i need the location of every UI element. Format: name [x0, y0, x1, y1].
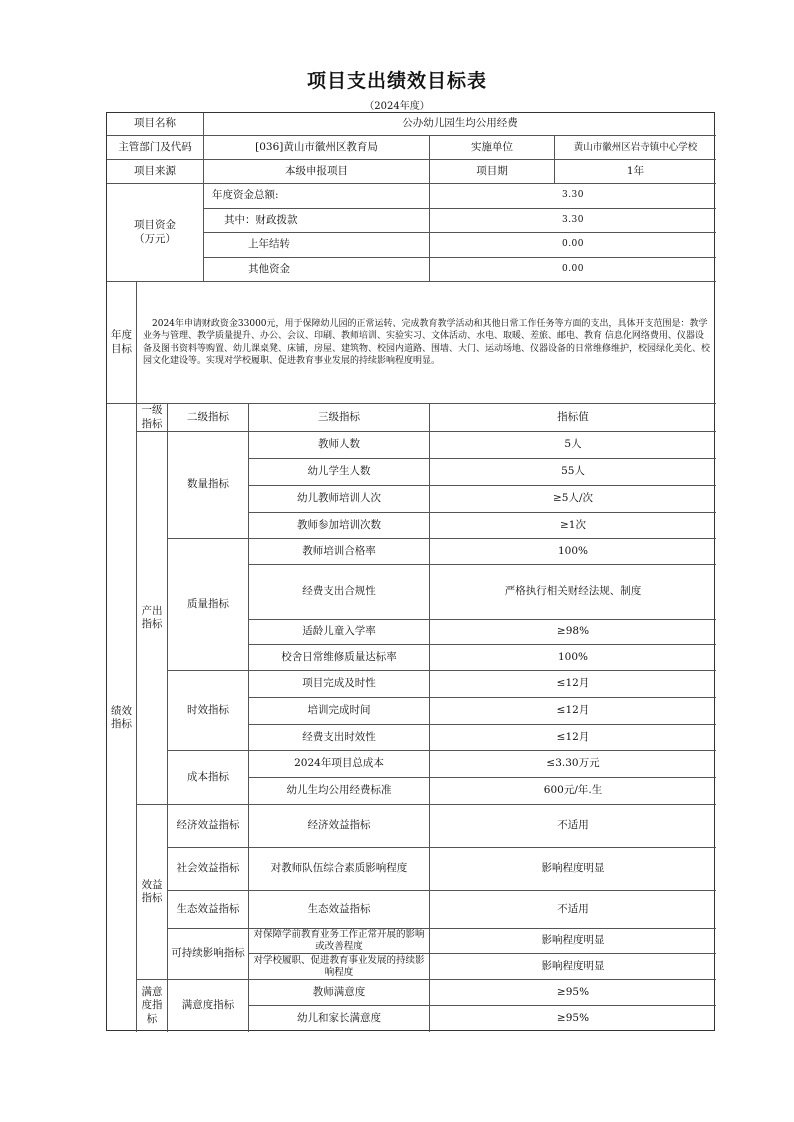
timeliness-label: 时效指标	[168, 671, 249, 751]
funds-label	[107, 184, 204, 282]
timeliness-row-value: ≤12月	[430, 698, 716, 725]
cost-row-name: 2024年项目总成本	[249, 751, 430, 778]
unit-label: 实施单位	[430, 136, 555, 160]
satisfaction-row-value: ≥95%	[556, 1012, 590, 1025]
period-value: 1年	[555, 160, 716, 184]
funds-other-label: 其他资金	[204, 258, 430, 282]
quality-row-value: 严格执行相关财经法规、制度	[430, 565, 716, 620]
funds-fiscal-value: 3.30	[430, 209, 716, 233]
quality-row-name: 经费支出合规性	[249, 565, 430, 620]
quality-row-name: 校舍日常维修质量达标率	[249, 645, 430, 671]
year-note: （2024年度）	[364, 101, 430, 112]
quality-row-value: 100%	[430, 645, 716, 671]
timeliness-row-value: ≤12月	[430, 725, 716, 751]
project-name-label: 项目名称	[107, 113, 204, 136]
performance-table	[106, 112, 715, 1031]
dept-value: [036]黄山市徽州区教育局	[204, 136, 430, 160]
economic-row-value: 不适用	[430, 805, 716, 848]
quality-row-value: 100%	[430, 539, 716, 565]
quality-row-value: ≥98%	[430, 620, 716, 645]
perf-label: 绩效指标	[107, 404, 137, 1032]
ecological-row-name: 生态效益指标	[249, 891, 430, 929]
header-level2: 二级指标	[168, 404, 249, 432]
quantity-row-name: 幼儿学生人数	[249, 459, 430, 486]
quantity-row-name: 教师人数	[249, 432, 430, 459]
page-title: 项目支出绩效目标表	[306, 70, 487, 92]
timeliness-row-name: 培训完成时间	[249, 698, 430, 725]
sustainable-row-name: 对保障学前教育业务工作正常开展的影响或改善程度	[249, 929, 430, 954]
annual-goal-text: 2024年申请财政资金33000元，用于保障幼儿园的正常运转、完成教育教学活动和其他日常工作任务等方面的支出，具体开支范围是：教学业务与管理、教学质量提升、办公、会议、印刷、教师培训、实验实习、文体活动、水电、取暖、差旅、邮电、教育 信息化网络费用、仪器设备及图书资料等购置、幼儿课桌凳、床铺，房屋、建筑物、校园内道路、围墙、大门、运动场地、仪器设备的日常维修维护，校园绿化美化、校园文化建设等。实现对学校履职、促进教育事业发展的持续影响程度明显。	[137, 282, 716, 404]
quantity-row-value: ≥5人/次	[430, 486, 716, 513]
project-name-value: 公办幼儿园生均公用经费	[204, 113, 716, 136]
sustainable-row-value: 影响程度明显	[430, 954, 716, 980]
sustainable-row-name: 对学校履职、促进教育事业发展的持续影响程度	[249, 954, 430, 980]
quality-row-name: 适龄儿童入学率	[249, 620, 430, 645]
timeliness-row-name: 经费支出时效性	[249, 725, 430, 751]
cost-row-value: 600元/年.生	[430, 778, 716, 805]
satisfaction-row-name: 幼儿和家长满意度	[249, 1006, 430, 1032]
satisfaction-row-name: 教师满意度	[249, 980, 430, 1006]
timeliness-row-value: ≤12月	[430, 671, 716, 698]
sustainable-row-value: 影响程度明显	[430, 929, 716, 954]
cost-row-name: 幼儿生均公用经费标准	[249, 778, 430, 805]
ecological-row-value: 不适用	[430, 891, 716, 929]
funds-label-line2: （万元）	[134, 232, 176, 245]
source-value: 本级申报项目	[204, 160, 430, 184]
quantity-row-value: ≥1次	[430, 513, 716, 539]
quality-label: 质量指标	[168, 539, 249, 671]
funds-carryover-label: 上年结转	[204, 233, 430, 258]
ecological-label: 生态效益指标	[168, 891, 249, 929]
quantity-row-value: 55人	[430, 459, 716, 486]
annual-goal-label: 年度目标	[107, 282, 137, 404]
economic-row-name: 经济效益指标	[249, 805, 430, 848]
dept-label: 主管部门及代码	[107, 136, 204, 160]
satisfaction-row-value: ≥95%	[430, 980, 716, 1006]
funds-carryover-value: 0.00	[430, 233, 716, 258]
satisfaction-sub-label: 满意度指标	[168, 980, 249, 1032]
benefit-label: 效益指标	[137, 805, 168, 980]
quantity-row-name: 教师参加培训次数	[249, 513, 430, 539]
social-row-value: 影响程度明显	[430, 848, 716, 891]
period-label: 项目期	[430, 160, 555, 184]
output-label: 产出指标	[137, 432, 168, 805]
social-label: 社会效益指标	[168, 848, 249, 891]
funds-total-label: 年度资金总额:	[204, 184, 430, 209]
quantity-row-value: 5人	[430, 432, 716, 459]
quantity-row-name: 幼儿教师培训人次	[249, 486, 430, 513]
funds-other-value: 0.00	[430, 258, 716, 282]
unit-value: 黄山市徽州区岩寺镇中心学校	[555, 136, 716, 160]
source-label: 项目来源	[107, 160, 204, 184]
timeliness-row-name: 项目完成及时性	[249, 671, 430, 698]
economic-label: 经济效益指标	[168, 805, 249, 848]
cost-row-value: ≤3.30万元	[430, 751, 716, 778]
cost-label: 成本指标	[168, 751, 249, 805]
header-value: 指标值	[430, 404, 716, 432]
social-row-name: 对教师队伍综合素质影响程度	[249, 848, 430, 891]
quantity-label: 数量指标	[168, 432, 249, 539]
quality-row-name: 教师培训合格率	[249, 539, 430, 565]
satisfaction-label: 满意度指标	[137, 980, 168, 1032]
funds-total-value: 3.30	[430, 184, 716, 209]
funds-label-line1: 项目资金	[134, 219, 176, 232]
funds-fiscal-label: 其中：财政拨款	[204, 209, 430, 233]
header-level3: 三级指标	[249, 404, 430, 432]
header-level1: 一级指标	[137, 404, 168, 432]
sustainable-label: 可持续影响指标	[168, 929, 249, 980]
